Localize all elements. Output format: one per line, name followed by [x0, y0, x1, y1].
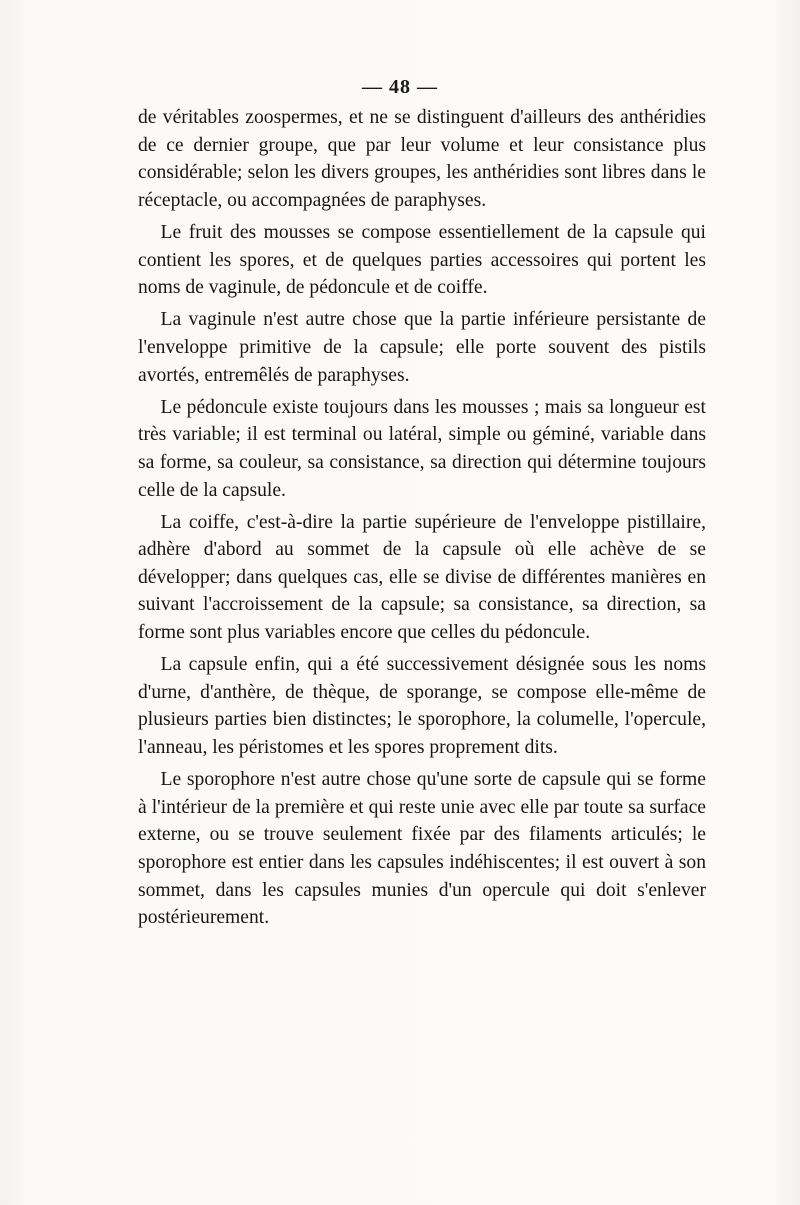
- paragraph-4: Le pédoncule existe toujours dans les mousses ; mais sa longueur est très variable; il est terminal ou latéral, simple ou géminé, variable dans sa forme, sa couleur, sa consistance, sa direction qui détermine toujours celle de la capsule.: [138, 396, 706, 501]
- paragraph-3: La vaginule n'est autre chose que la partie inférieure persistante de l'enveloppe primitive de la capsule; elle porte souvent des pistils avortés, entremêlés de paraphyses.: [138, 309, 706, 386]
- page-number: — 48 —: [362, 76, 438, 98]
- paragraph-6: La capsule enfin, qui a été successivement désignée sous les noms d'urne, d'anthère, de thèque, de sporange, se compose elle-même de plusieurs parties bien distinctes; le sporophore, la columelle, l'opercule, l'anneau, les péristomes et les spores proprement dits.: [138, 654, 706, 759]
- paragraph-7: Le sporophore n'est autre chose qu'une sorte de capsule qui se forme à l'intérieur de la première et qui reste unie avec elle par toute sa surface externe, ou se trouve seulement fixée par des filaments articulés; le sporophore est entier dans les capsules indéhiscentes; il est ouvert à son sommet, dans les capsules munies d'un opercule qui doit s'enlever postérieurement.: [138, 769, 706, 929]
- paragraph-1: de véritables zoospermes, et ne se distinguent d'ailleurs des anthéridies de ce dernier groupe, que par leur volume et leur consistance plus considérable; selon les divers groupes, les anthéridies sont libres dans le réceptacle, ou accompagnées de paraphyses.: [138, 107, 706, 211]
- paragraph-2: Le fruit des mousses se compose essentiellement de la capsule qui contient les spores, et de quelques parties accessoires qui portent les noms de vaginule, de pédoncule et de coiffe.: [138, 221, 706, 299]
- body-text: [138, 104, 706, 932]
- paragraph-5: La coiffe, c'est-à-dire la partie supérieure de l'enveloppe pistillaire, adhère d'abord au sommet de la capsule où elle achève de se développer; dans quelques cas, elle se divise de différentes manières en suivant l'accroissement de la capsule; sa consistance, sa direction, sa forme sont plus variables encore que celles du pédoncule.: [138, 511, 706, 644]
